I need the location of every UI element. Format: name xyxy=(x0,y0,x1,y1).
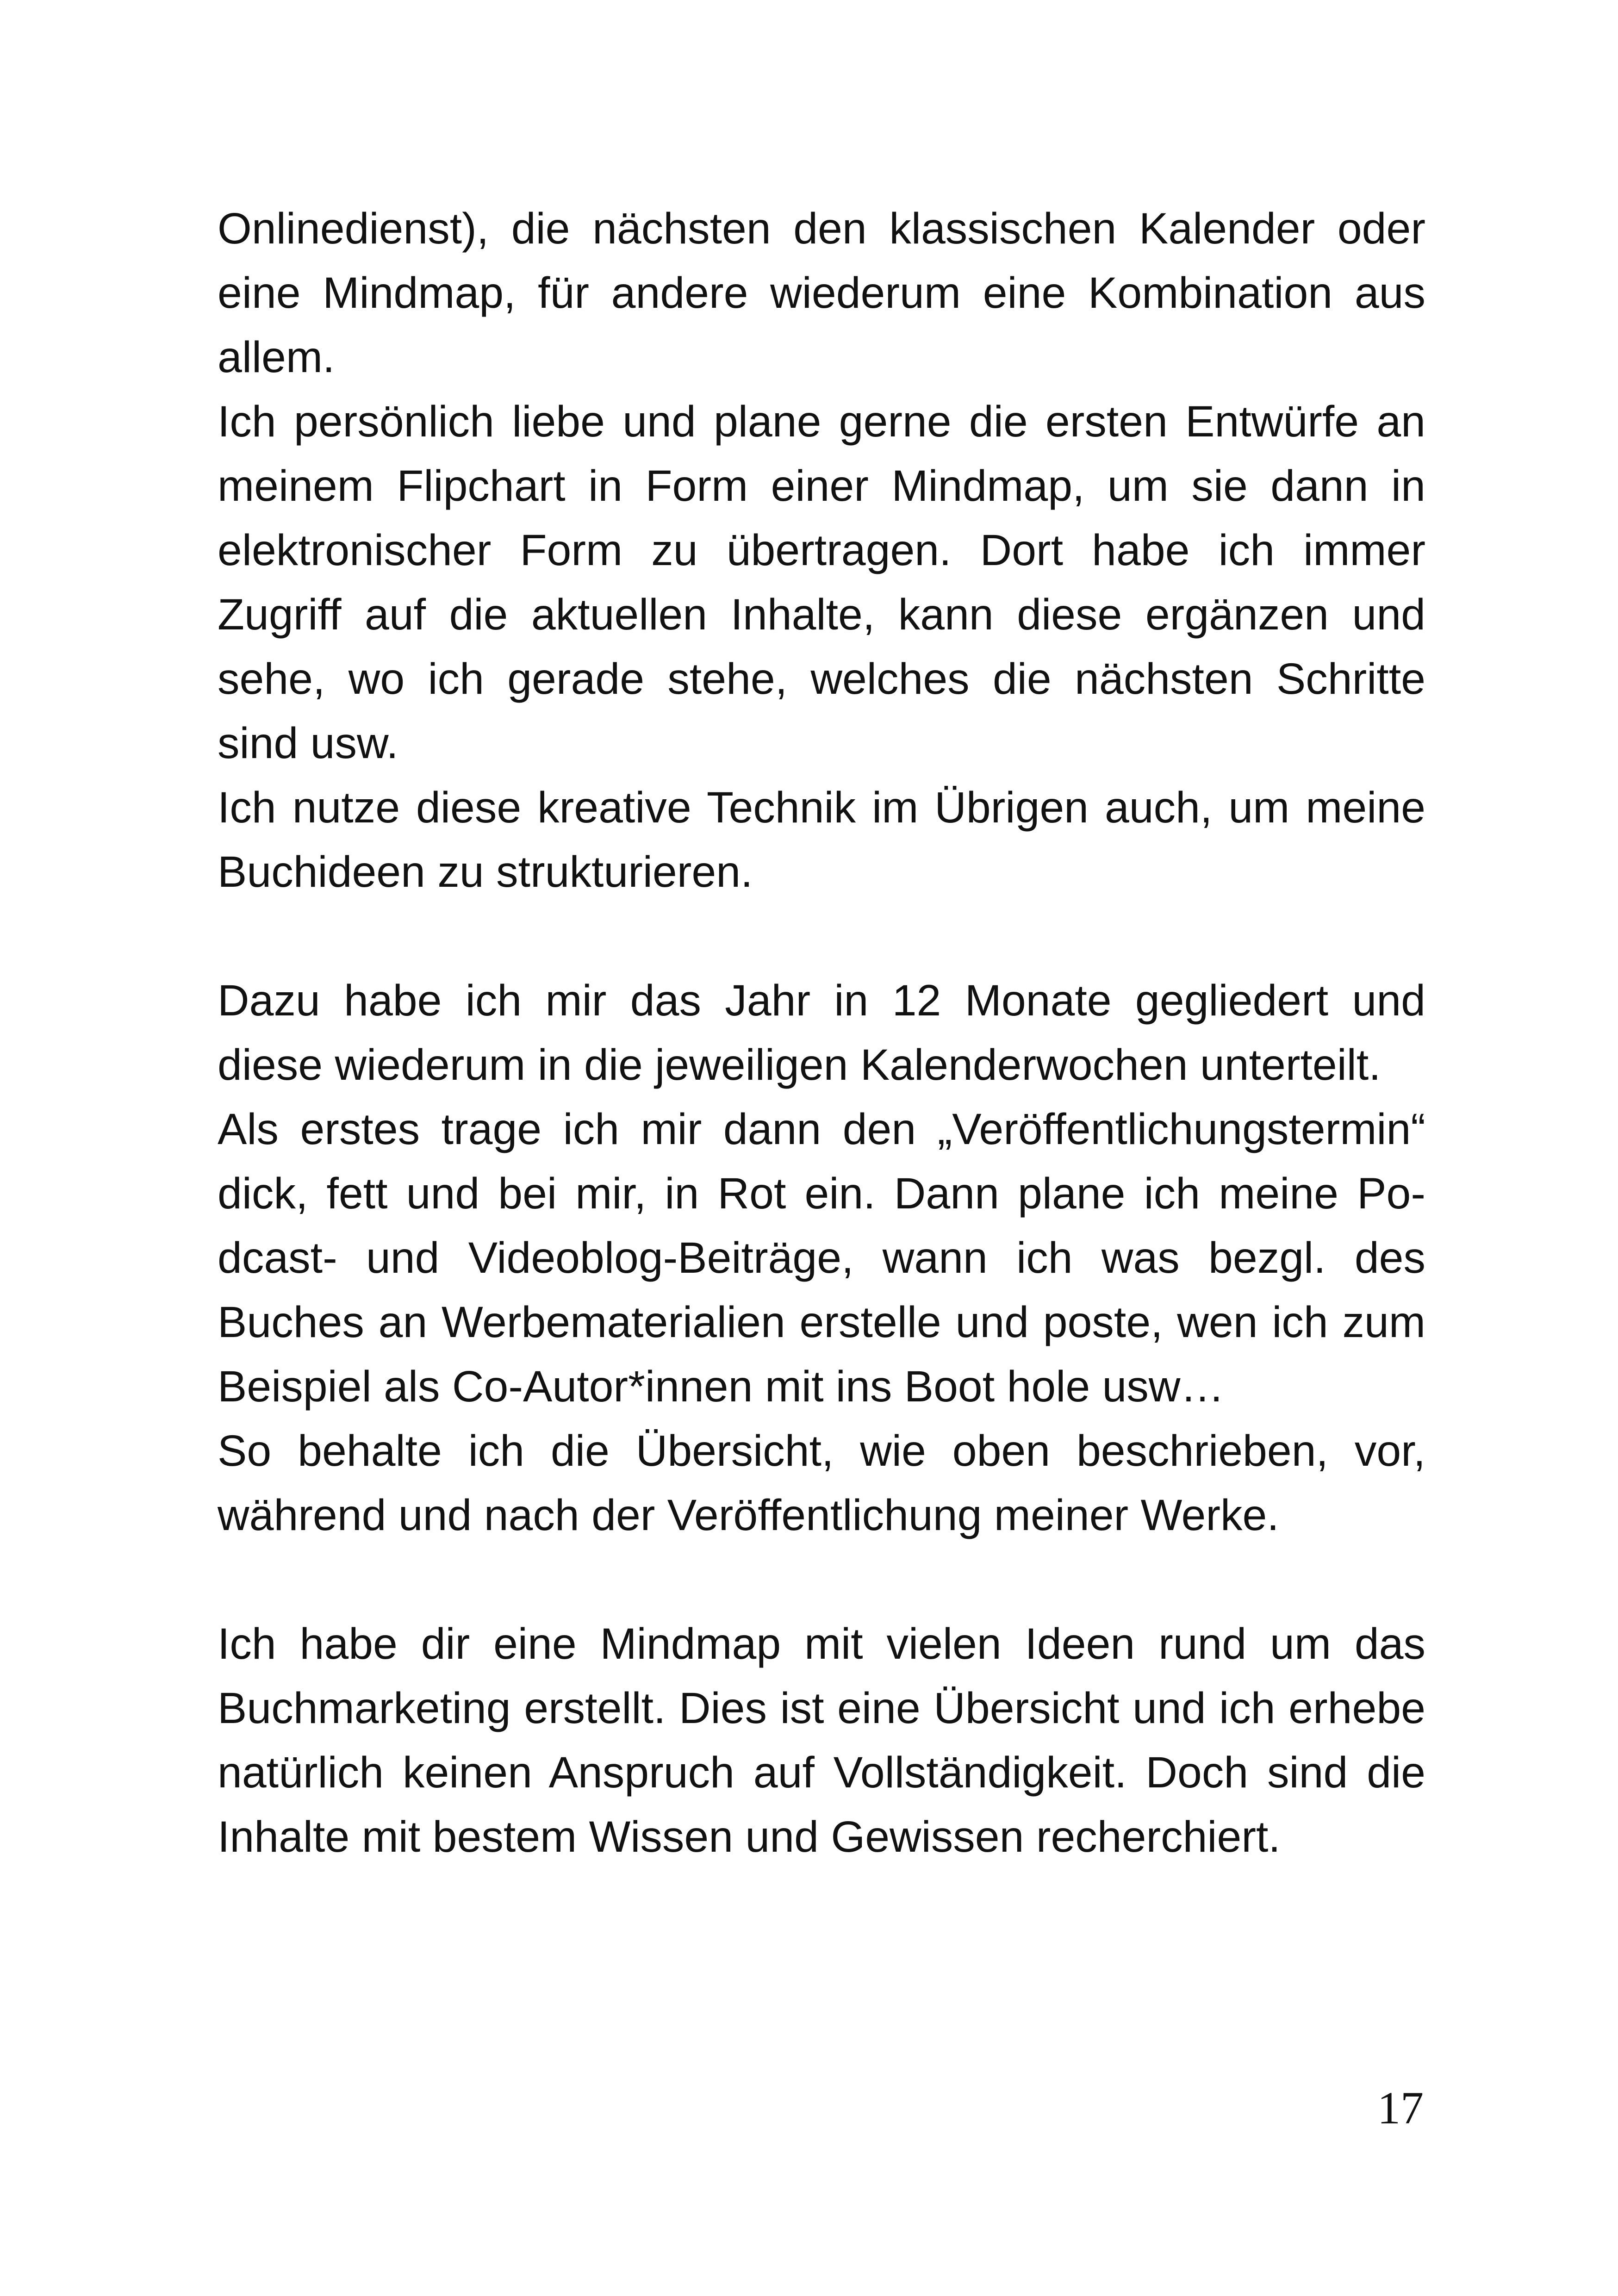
paragraph-1: Onlinedienst), die nächsten den klassischen Kalender oder eine Mindmap, für andere wiederum eine Kombination aus allem. xyxy=(218,204,1425,382)
paragraph-6: So behalte ich die Übersicht, wie oben beschrieben, vor, während und nach der Veröffentlichung meiner Werke. xyxy=(218,1426,1425,1540)
paragraph-2: Ich persönlich liebe und plane gerne die ersten Entwürfe an meinem Flipchart in Form einer Mindmap, um sie dann in elektronischer Form zu übertragen. Dort habe ich immer Zugriff auf die aktuellen Inhalte, kann diese ergänzen und sehe, wo ich gerade stehe, welches die nächsten Schritte sind usw. xyxy=(218,397,1425,768)
paragraph-3: Ich nutze diese kreative Technik im Übrigen auch, um meine Buchideen zu strukturieren. xyxy=(218,783,1425,896)
paragraph-4: Dazu habe ich mir das Jahr in 12 Monate gegliedert und diese wiederum in die jeweiligen Kalenderwochen unterteilt. xyxy=(218,976,1425,1089)
body-text xyxy=(218,197,1425,1869)
page-number: 17 xyxy=(1377,2082,1424,2134)
paragraph-5: Als erstes trage ich mir dann den „Veröffentlichungstermin“ dick, fett und bei mir, in Rot ein. Dann plane ich meine Podcast- und Videoblog-Beiträge, wann ich was bezgl. des Buches an Werbematerialien erstelle und poste, wen ich zum Beispiel als Co-Autor*innen mit ins Boot hole usw… xyxy=(218,1105,1425,1411)
paragraph-7: Ich habe dir eine Mindmap mit vielen Ideen rund um das Buchmarketing erstellt. Dies ist eine Übersicht und ich erhebe natürlich keinen Anspruch auf Vollständigkeit. Doch sind die Inhalte mit bestem Wissen und Gewissen recherchiert. xyxy=(218,1619,1425,1861)
